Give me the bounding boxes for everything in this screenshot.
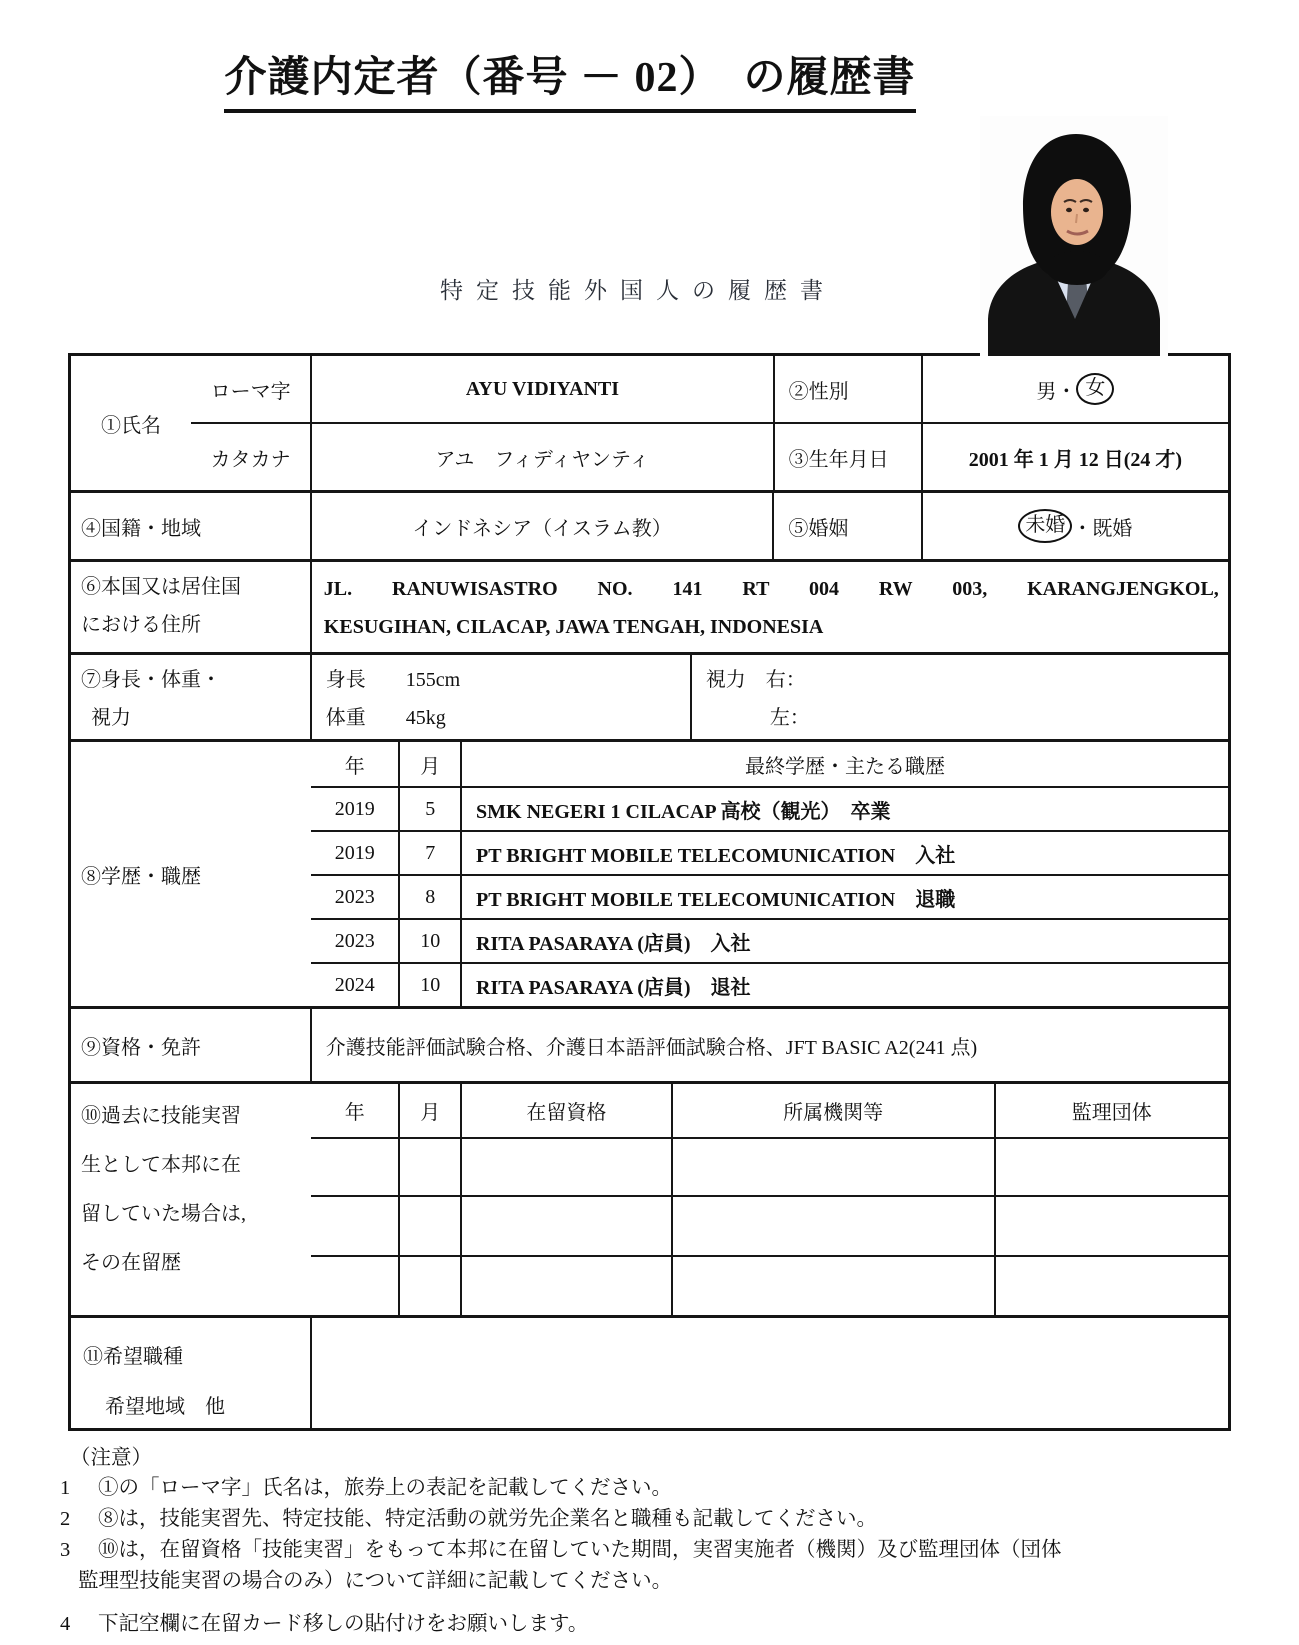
empty-cell xyxy=(994,1139,1228,1195)
name-label: ①氏名 xyxy=(101,414,161,437)
note-line: 3 ⑩は，在留資格「技能実習」をもって本邦に在留していた期間，実習実施者（機関）及び監理団体（団体 xyxy=(60,1539,1062,1561)
gender-label: ②性別 xyxy=(773,356,921,422)
section-past-residence xyxy=(71,1081,1228,1315)
marriage-separator: ・ xyxy=(1072,517,1093,540)
education-row: 2024 10 RITA PASARAYA (店員) 退社 xyxy=(311,962,1228,1006)
address-value xyxy=(310,562,1228,652)
gender-male: 男 xyxy=(1036,380,1057,403)
birthdate-label: ③生年月日 xyxy=(773,424,921,490)
vision-right: 視力 右： xyxy=(705,669,806,691)
past-residence-table xyxy=(311,1084,1228,1315)
empty-cell xyxy=(671,1197,994,1255)
body-label: ⑦身長・体重・ 視力 xyxy=(81,669,221,729)
education-row: 2023 8 PT BRIGHT MOBILE TELECOMUNICATION 退職 xyxy=(311,874,1228,918)
empty-cell xyxy=(460,1139,671,1195)
birthdate-value: 2001 年 1 月 12 日(24 才) xyxy=(921,424,1228,490)
empty-cell xyxy=(671,1257,994,1315)
education-col-desc: 最終学歴・主たる職歴 xyxy=(460,742,1228,786)
section-name xyxy=(71,356,1228,490)
marriage-label: ⑤婚姻 xyxy=(772,493,920,559)
empty-cell xyxy=(311,1197,398,1255)
section-body-measurements xyxy=(71,652,1228,739)
gender-female-circled: 女 xyxy=(1076,373,1114,405)
nationality-value: インドネシア（イスラム教） xyxy=(310,493,773,559)
marriage-married: 既婚 xyxy=(1092,517,1133,540)
qualifications-label: ⑨資格・免許 xyxy=(81,1036,201,1059)
qualifications-value: 介護技能評価試験合格、介護日本語評価試験合格、JFT BASIC A2(241 点) xyxy=(310,1009,1228,1081)
section-education xyxy=(71,739,1228,1006)
past-residence-header-row xyxy=(311,1084,1228,1137)
past-residence-col-status: 在留資格 xyxy=(460,1084,671,1137)
note-line: 1 ①の「ローマ字」氏名は，旅券上の表記を記載してください。 xyxy=(60,1477,672,1499)
past-residence-col-supervising: 監理団体 xyxy=(994,1084,1228,1137)
education-row: 2019 5 SMK NEGERI 1 CILACAP 高校（観光） 卒業 xyxy=(311,786,1228,830)
education-col-month: 月 xyxy=(398,742,460,786)
empty-cell xyxy=(398,1139,460,1195)
romaji-value: AYU VIDIYANTI xyxy=(310,356,772,422)
vision-cell xyxy=(690,655,1228,739)
empty-cell xyxy=(460,1257,671,1315)
education-row: 2019 7 PT BRIGHT MOBILE TELECOMUNICATION 入社 xyxy=(311,830,1228,874)
past-residence-col-year: 年 xyxy=(344,1102,365,1124)
katakana-value: アユ フィディヤンティ xyxy=(310,424,772,490)
vision-left: 左： xyxy=(769,707,810,729)
address-line2: KESUGIHAN, CILACAP, JAWA TENGAH, INDONESIA xyxy=(323,616,824,638)
education-label: ⑧学歴・職歴 xyxy=(81,865,201,888)
empty-cell xyxy=(398,1257,460,1315)
height-value: 身長 155cm xyxy=(325,669,461,691)
weight-value: 体重 45kg xyxy=(325,707,446,729)
empty-cell xyxy=(460,1197,671,1255)
applicant-photo-image xyxy=(980,116,1168,356)
page-title: 介護内定者（番号 － 02） の履歴書 xyxy=(70,44,1070,113)
note-line-continuation: 監理型技能実習の場合のみ）について詳細に記載してください。 xyxy=(78,1570,673,1592)
desired-label: ⑪希望職種 希望地域 他 xyxy=(83,1346,225,1418)
past-residence-col-org: 所属機関等 xyxy=(671,1084,994,1137)
past-residence-label: ⑩過去に技能実習 生として本邦に在 留していた場合は, その在留歴 xyxy=(81,1105,246,1274)
marriage-value xyxy=(921,493,1228,559)
past-residence-col-month: 月 xyxy=(398,1084,460,1137)
empty-cell xyxy=(994,1197,1228,1255)
past-residence-empty-row xyxy=(311,1137,1228,1195)
notes-block xyxy=(60,1443,1245,1640)
empty-cell xyxy=(311,1139,398,1195)
height-weight-cell xyxy=(310,655,690,739)
marriage-single-circled: 未婚 xyxy=(1018,509,1072,543)
past-residence-empty-row xyxy=(311,1255,1228,1315)
empty-cell xyxy=(311,1257,398,1315)
gender-value xyxy=(921,356,1228,422)
notes-heading: （注意） xyxy=(70,1447,152,1469)
education-table xyxy=(311,742,1228,1006)
applicant-photo xyxy=(980,116,1168,356)
romaji-label: ローマ字 xyxy=(210,380,291,403)
empty-cell xyxy=(671,1139,994,1195)
katakana-label: カタカナ xyxy=(210,448,291,471)
address-line1: JL. RANUWISASTRO NO. 141 RT 004 RW 003, KARANGJENGKOL, xyxy=(323,578,1219,600)
section-nationality xyxy=(71,490,1228,559)
note-line: 2 ⑧は，技能実習先、特定技能、特定活動の就労先企業名と職種も記載してください。 xyxy=(60,1508,877,1530)
nationality-label: ④国籍・地域 xyxy=(81,517,201,540)
form-subtitle: 特定技能外国人の履歴書 xyxy=(440,278,836,303)
desired-value xyxy=(310,1318,1228,1428)
education-col-year: 年 xyxy=(344,755,365,778)
address-label: ⑥本国又は居住国 における住所 xyxy=(81,576,241,636)
education-header-row xyxy=(311,742,1228,786)
section-address xyxy=(71,559,1228,652)
section-qualifications xyxy=(71,1006,1228,1081)
section-desired-occupation xyxy=(71,1315,1228,1428)
note-line: 4 下記空欄に在留カード移しの貼付けをお願いします。 xyxy=(60,1613,589,1635)
past-residence-empty-row xyxy=(311,1195,1228,1255)
empty-cell xyxy=(994,1257,1228,1315)
gender-separator: ・ xyxy=(1056,380,1077,403)
education-row: 2023 10 RITA PASARAYA (店員) 入社 xyxy=(311,918,1228,962)
empty-cell xyxy=(398,1197,460,1255)
resume-table xyxy=(68,353,1231,1431)
